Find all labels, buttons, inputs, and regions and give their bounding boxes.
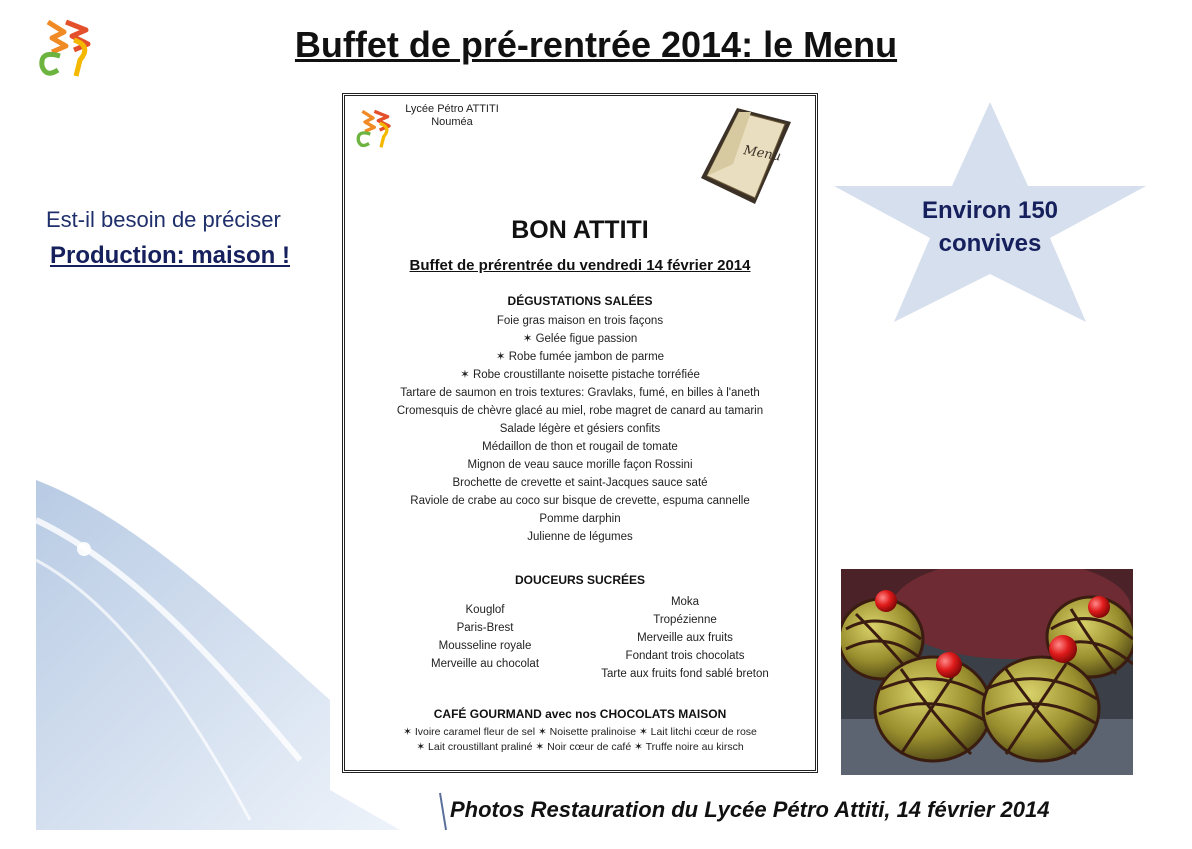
star-text-line1: Environ 150 (921, 197, 1059, 224)
cafe-line: ✶ Ivoire caramel fleur de sel ✶ Noisette pralinoise ✶ Lait litchi cœur de rose (403, 726, 757, 738)
list-item: Mignon de veau sauce morille façon Rossini (467, 459, 693, 471)
savory-heading: DÉGUSTATIONS SALÉES (507, 294, 653, 308)
photo-caption: Photos Restauration du Lycée Pétro Attiti, 14 février 2014 (450, 797, 1050, 822)
dessert-photo (841, 569, 1133, 775)
cafe-line: ✶ Lait croustillant praliné ✶ Noir cœur de café ✶ Truffe noire au kirsch (416, 741, 744, 753)
sweet-heading: DOUCEURS SUCRÉES (514, 573, 646, 587)
list-item: Merveille au chocolat (430, 658, 540, 670)
list-item: Salade légère et gésiers confits (499, 423, 661, 435)
list-item: Fondant trois chocolats (625, 650, 745, 662)
list-item: Tartare de saumon en trois textures: Gravlaks, fumé, en billes à l'aneth (400, 387, 760, 399)
menu-subtitle: Buffet de prérentrée du vendredi 14 février 2014 (409, 257, 751, 274)
list-item: Foie gras maison en trois façons (496, 315, 664, 327)
list-item: Pomme darphin (539, 513, 621, 525)
menu-card (342, 93, 818, 773)
savory-list (345, 312, 815, 546)
side-production: Production: maison ! (50, 242, 290, 269)
sweet-list-left (385, 601, 585, 673)
cafe-heading: CAFÉ GOURMAND avec nos CHOCOLATS MAISON (433, 707, 727, 721)
star-text-line2: convives (938, 230, 1042, 257)
list-item: Brochette de crevette et saint-Jacques sauce saté (452, 477, 708, 489)
school-logo-icon (353, 106, 393, 150)
list-item: Julienne de légumes (527, 531, 633, 543)
slide-title: Buffet de pré-rentrée 2014: le Menu (294, 24, 898, 65)
menu-folder-icon (693, 104, 797, 208)
list-item: ✶ Robe croustillante noisette pistache torréfiée (460, 369, 700, 381)
list-item: Kouglof (465, 604, 505, 616)
list-item: Tarte aux fruits fond sablé breton (601, 668, 769, 680)
list-item: ✶ Gelée figue passion (522, 333, 638, 345)
list-item: ✶ Robe fumée jambon de parme (495, 351, 665, 363)
menu-folder-label: Menu (742, 143, 783, 165)
sweet-list-right (585, 593, 785, 683)
list-item: Cromesquis de chèvre glacé au miel, robe magret de canard au tamarin (396, 405, 764, 417)
list-item: Tropézienne (653, 614, 717, 626)
cafe-chocolates (345, 725, 815, 755)
list-item: Mousseline royale (438, 640, 532, 652)
menu-title: BON ATTITI (511, 216, 649, 244)
list-item: Moka (670, 596, 700, 608)
school-name-line2: Nouméa (431, 116, 473, 128)
star-text (870, 194, 1110, 260)
list-item: Raviole de crabe au coco sur bisque de crevette, espuma cannelle (410, 495, 750, 507)
side-question: Est-il besoin de préciser (46, 207, 281, 232)
school-name (397, 103, 507, 129)
list-item: Merveille aux fruits (637, 632, 733, 644)
list-item: Médaillon de thon et rougail de tomate (482, 441, 678, 453)
school-name-line1: Lycée Pétro ATTITI (405, 103, 499, 115)
list-item: Paris-Brest (456, 622, 514, 634)
